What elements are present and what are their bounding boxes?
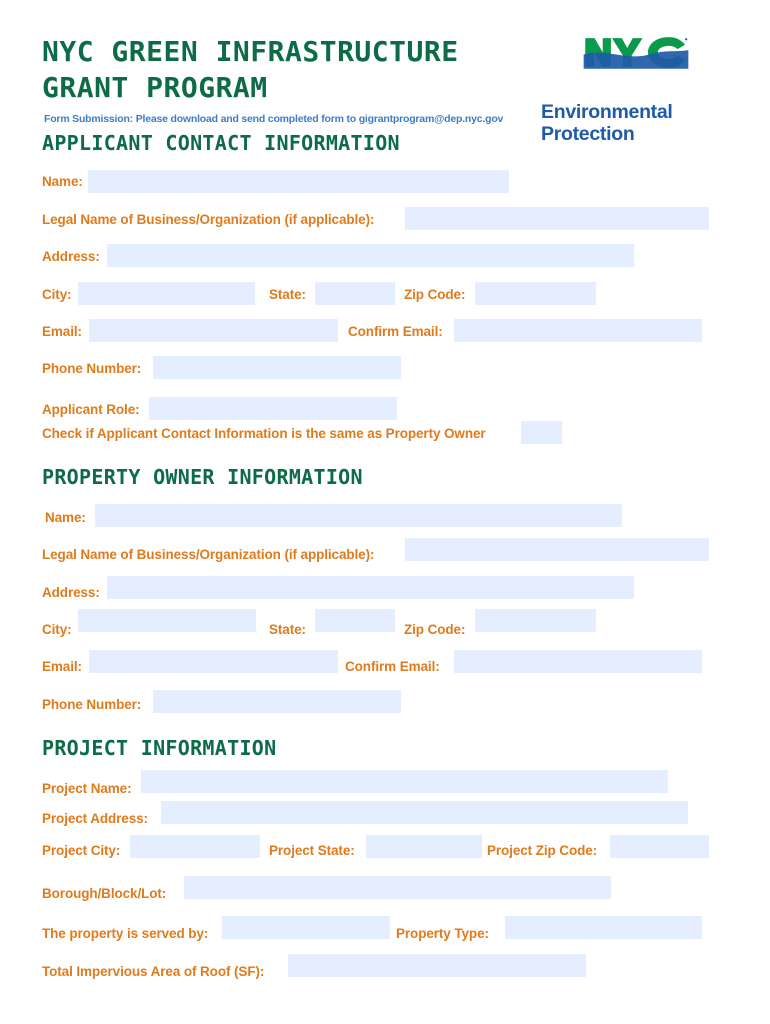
- owner-city-label: City:: [42, 622, 72, 637]
- applicant-phone-field[interactable]: [153, 356, 401, 379]
- nyc-logo-mark-icon: [584, 37, 689, 69]
- project-name-field[interactable]: [141, 770, 668, 793]
- applicant-email-field[interactable]: [89, 319, 338, 342]
- applicant-state-field[interactable]: [315, 282, 395, 305]
- applicant-email-label: Email:: [42, 324, 82, 339]
- applicant-role-label: Applicant Role:: [42, 402, 140, 417]
- nyc-dep-logo: [540, 36, 732, 96]
- property-type-select[interactable]: [505, 916, 702, 939]
- project-zip-field[interactable]: [610, 835, 709, 858]
- project-name-label: Project Name:: [42, 781, 132, 796]
- owner-section-heading: PROPERTY OWNER INFORMATION: [42, 465, 363, 489]
- owner-zip-label: Zip Code:: [404, 622, 466, 637]
- logo-line2: Protection: [541, 123, 635, 145]
- project-bbl-field[interactable]: [184, 876, 611, 899]
- applicant-section-heading: APPLICANT CONTACT INFORMATION: [42, 131, 400, 155]
- project-address-field[interactable]: [161, 801, 688, 824]
- project-city-label: Project City:: [42, 843, 121, 858]
- owner-email-field[interactable]: [89, 650, 338, 673]
- owner-legal-name-label: Legal Name of Business/Organization (if applicable):: [42, 547, 375, 562]
- applicant-city-label: City:: [42, 287, 72, 302]
- owner-confirm-email-field[interactable]: [454, 650, 702, 673]
- applicant-legal-name-label: Legal Name of Business/Organization (if applicable):: [42, 212, 375, 227]
- served-by-label: The property is served by:: [42, 926, 209, 941]
- project-state-label: Project State:: [269, 843, 355, 858]
- applicant-role-field[interactable]: [149, 397, 397, 420]
- project-section-heading: PROJECT INFORMATION: [42, 736, 277, 760]
- owner-phone-label: Phone Number:: [42, 697, 142, 712]
- roof-area-field[interactable]: [288, 954, 586, 977]
- project-zip-label: Project Zip Code:: [487, 843, 598, 858]
- form-title-line1: NYC GREEN INFRASTRUCTURE: [42, 35, 459, 68]
- applicant-confirm-email-label: Confirm Email:: [348, 324, 443, 339]
- project-bbl-label: Borough/Block/Lot:: [42, 886, 167, 901]
- owner-state-field[interactable]: [315, 609, 395, 632]
- same-as-owner-label: Check if Applicant Contact Information is the same as Property Owner: [42, 426, 486, 441]
- owner-legal-name-field[interactable]: [405, 538, 709, 561]
- applicant-state-label: State:: [269, 287, 306, 302]
- applicant-zip-field[interactable]: [475, 282, 596, 305]
- applicant-legal-name-field[interactable]: [405, 207, 709, 230]
- applicant-confirm-email-field[interactable]: [454, 319, 702, 342]
- project-address-label: Project Address:: [42, 811, 148, 826]
- logo-line1: Environmental: [541, 101, 673, 123]
- owner-email-label: Email:: [42, 659, 82, 674]
- project-state-field[interactable]: [366, 835, 482, 858]
- owner-address-label: Address:: [42, 585, 100, 600]
- project-city-field[interactable]: [130, 835, 260, 858]
- roof-area-label: Total Impervious Area of Roof (SF):: [42, 964, 265, 979]
- same-as-owner-checkbox[interactable]: [521, 421, 562, 444]
- applicant-name-label: Name:: [42, 174, 83, 189]
- owner-address-field[interactable]: [107, 576, 634, 599]
- owner-name-field[interactable]: [95, 504, 622, 527]
- property-type-label: Property Type:: [396, 926, 489, 941]
- applicant-address-label: Address:: [42, 249, 100, 264]
- form-title: [42, 34, 459, 106]
- applicant-zip-label: Zip Code:: [404, 287, 466, 302]
- applicant-phone-label: Phone Number:: [42, 361, 142, 376]
- owner-phone-field[interactable]: [153, 690, 401, 713]
- owner-confirm-email-label: Confirm Email:: [345, 659, 440, 674]
- owner-name-label: Name:: [45, 510, 86, 525]
- applicant-city-field[interactable]: [78, 282, 255, 305]
- form-title-line2: GRANT PROGRAM: [42, 71, 268, 104]
- owner-state-label: State:: [269, 622, 306, 637]
- applicant-name-field[interactable]: [88, 170, 509, 193]
- owner-zip-field[interactable]: [475, 609, 596, 632]
- applicant-address-field[interactable]: [107, 244, 634, 267]
- owner-city-field[interactable]: [78, 609, 256, 632]
- served-by-select[interactable]: [222, 916, 390, 939]
- submission-note: Form Submission: Please download and send completed form to gigrantprogram@dep.nyc.gov: [44, 113, 504, 125]
